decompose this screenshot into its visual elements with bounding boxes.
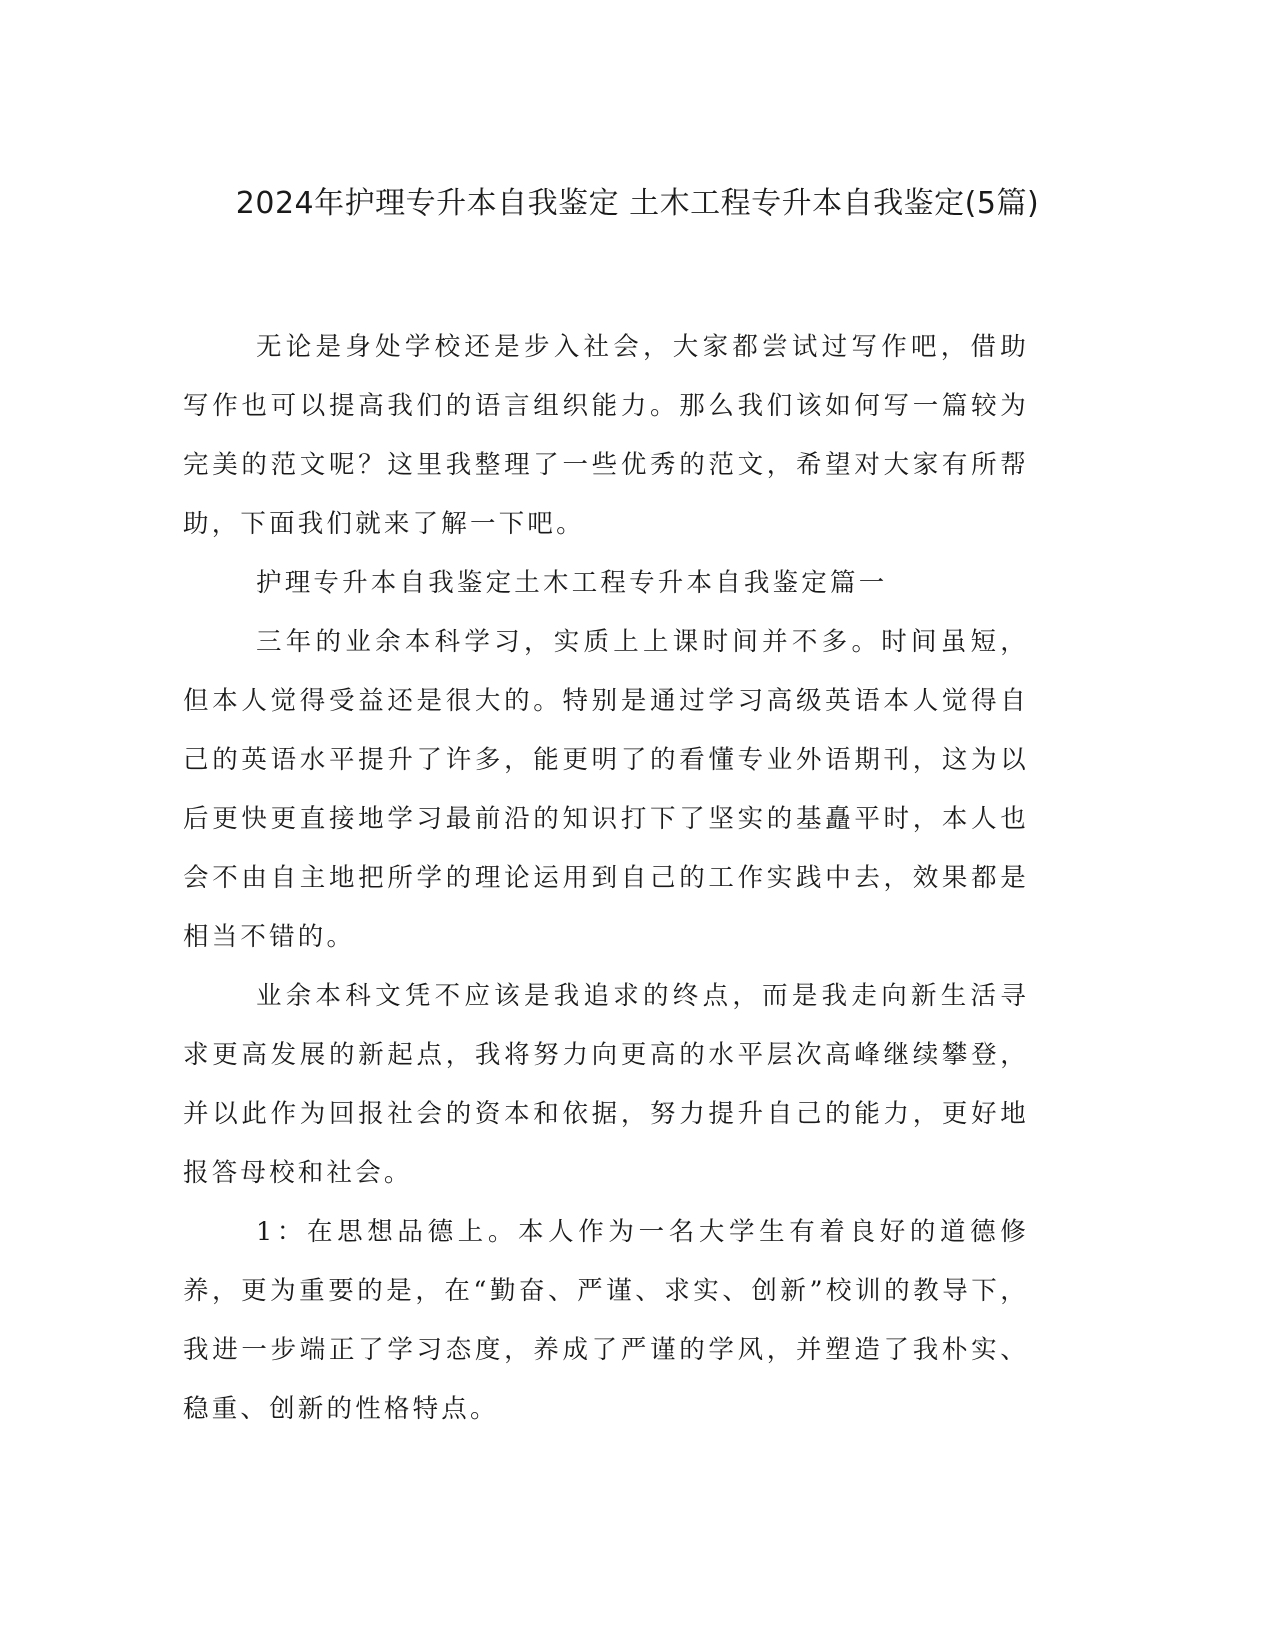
body-paragraph-study: 三年的业余本科学习，实质上上课时间并不多。时间虽短，但本人觉得受益还是很大的。特别是通过学习高级英语本人觉得自己的英语水平提升了许多，能更明了的看懂专业外语期刊，这为以后更快更直接地学习最前沿的知识打下了坚实的基矗平时，本人也会不由自主地把所学的理论运用到自己的工作实践中去，效果都是相当不错的。 xyxy=(183,627,1029,952)
intro-paragraph: 无论是身处学校还是步入社会，大家都尝试过写作吧，借助写作也可以提高我们的语言组织能力。那么我们该如何写一篇较为完美的范文呢？这里我整理了一些优秀的范文，希望对大家有所帮助，下面我们就来了解一下吧。 xyxy=(183,332,1029,539)
section-heading: 护理专升本自我鉴定土木工程专升本自我鉴定篇一 xyxy=(256,568,888,598)
body-paragraph-morality: 1：在思想品德上。本人作为一名大学生有着良好的道德修养，更为重要的是，在“勤奋、严谨、求实、创新”校训的教导下，我进一步端正了学习态度，养成了严谨的学风，并塑造了我朴实、稳重、创新的性格特点。 xyxy=(183,1217,1029,1424)
body-paragraph-goals: 业余本科文凭不应该是我追求的终点，而是我走向新生活寻求更高发展的新起点，我将努力向更高的水平层次高峰继续攀登，并以此作为回报社会的资本和依据，努力提升自己的能力，更好地报答母校和社会。 xyxy=(183,981,1029,1188)
document-body xyxy=(183,318,1029,1439)
document-title: 2024年护理专升本自我鉴定 土木工程专升本自我鉴定(5篇) xyxy=(235,186,1040,221)
